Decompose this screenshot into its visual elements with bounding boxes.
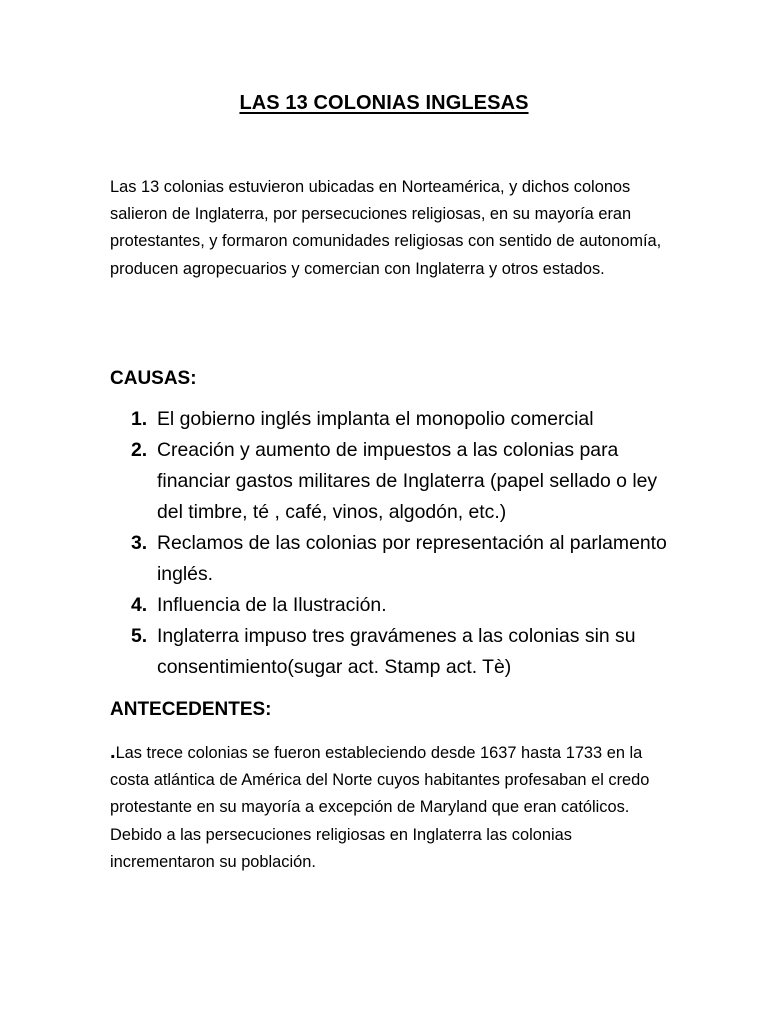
causa-text: Inglaterra impuso tres gravámenes a las colonias sin su consentimiento(sugar act. Stamp act. Tè) — [157, 625, 636, 678]
causa-text: Creación y aumento de impuestos a las colonias para financiar gastos militares de Inglaterra (papel sellado o ley del timbre, té , café, vinos, algodón, etc.) — [157, 439, 658, 523]
antecedentes-text: Las trece colonias se fueron estableciendo desde 1637 hasta 1733 en la costa atlántica de América del Norte cuyos habitantes profesaban el credo protestante en su mayoría a excepción de Maryland que eran católicos. Debido a las persecuciones religiosas en Inglaterra las colonias incrementaron su población. — [110, 744, 650, 871]
causa-item — [110, 528, 670, 590]
causas-heading: CAUSAS: — [110, 368, 197, 389]
document-title-text: LAS 13 COLONIAS INGLESAS — [239, 92, 529, 114]
causa-number: 5. — [131, 625, 148, 647]
causas-list — [110, 404, 670, 683]
causa-text: Influencia de la Ilustración. — [157, 594, 387, 616]
antecedentes-paragraph — [110, 739, 670, 876]
causa-text: El gobierno inglés implanta el monopolio comercial — [157, 408, 594, 430]
causa-item — [110, 435, 670, 528]
causa-item — [110, 404, 670, 435]
causa-number: 2. — [131, 439, 148, 461]
bullet-dot: . — [110, 741, 116, 763]
causa-item — [110, 621, 670, 683]
causa-text: Reclamos de las colonias por representación al parlamento inglés. — [157, 532, 667, 585]
causa-number: 3. — [131, 532, 148, 554]
antecedentes-heading: ANTECEDENTES: — [110, 699, 272, 720]
document-title — [0, 88, 768, 118]
intro-paragraph: Las 13 colonias estuvieron ubicadas en Norteamérica, y dichos colonos salieron de Inglaterra, por persecuciones religiosas, en su mayoría eran protestantes, y formaron comunidades religiosas con sentido de autonomía, producen agropecuarios y comercian con Inglaterra y otros estados. — [110, 178, 662, 278]
causa-number: 4. — [131, 594, 148, 616]
causa-number: 1. — [131, 408, 148, 430]
causa-item — [110, 590, 670, 621]
